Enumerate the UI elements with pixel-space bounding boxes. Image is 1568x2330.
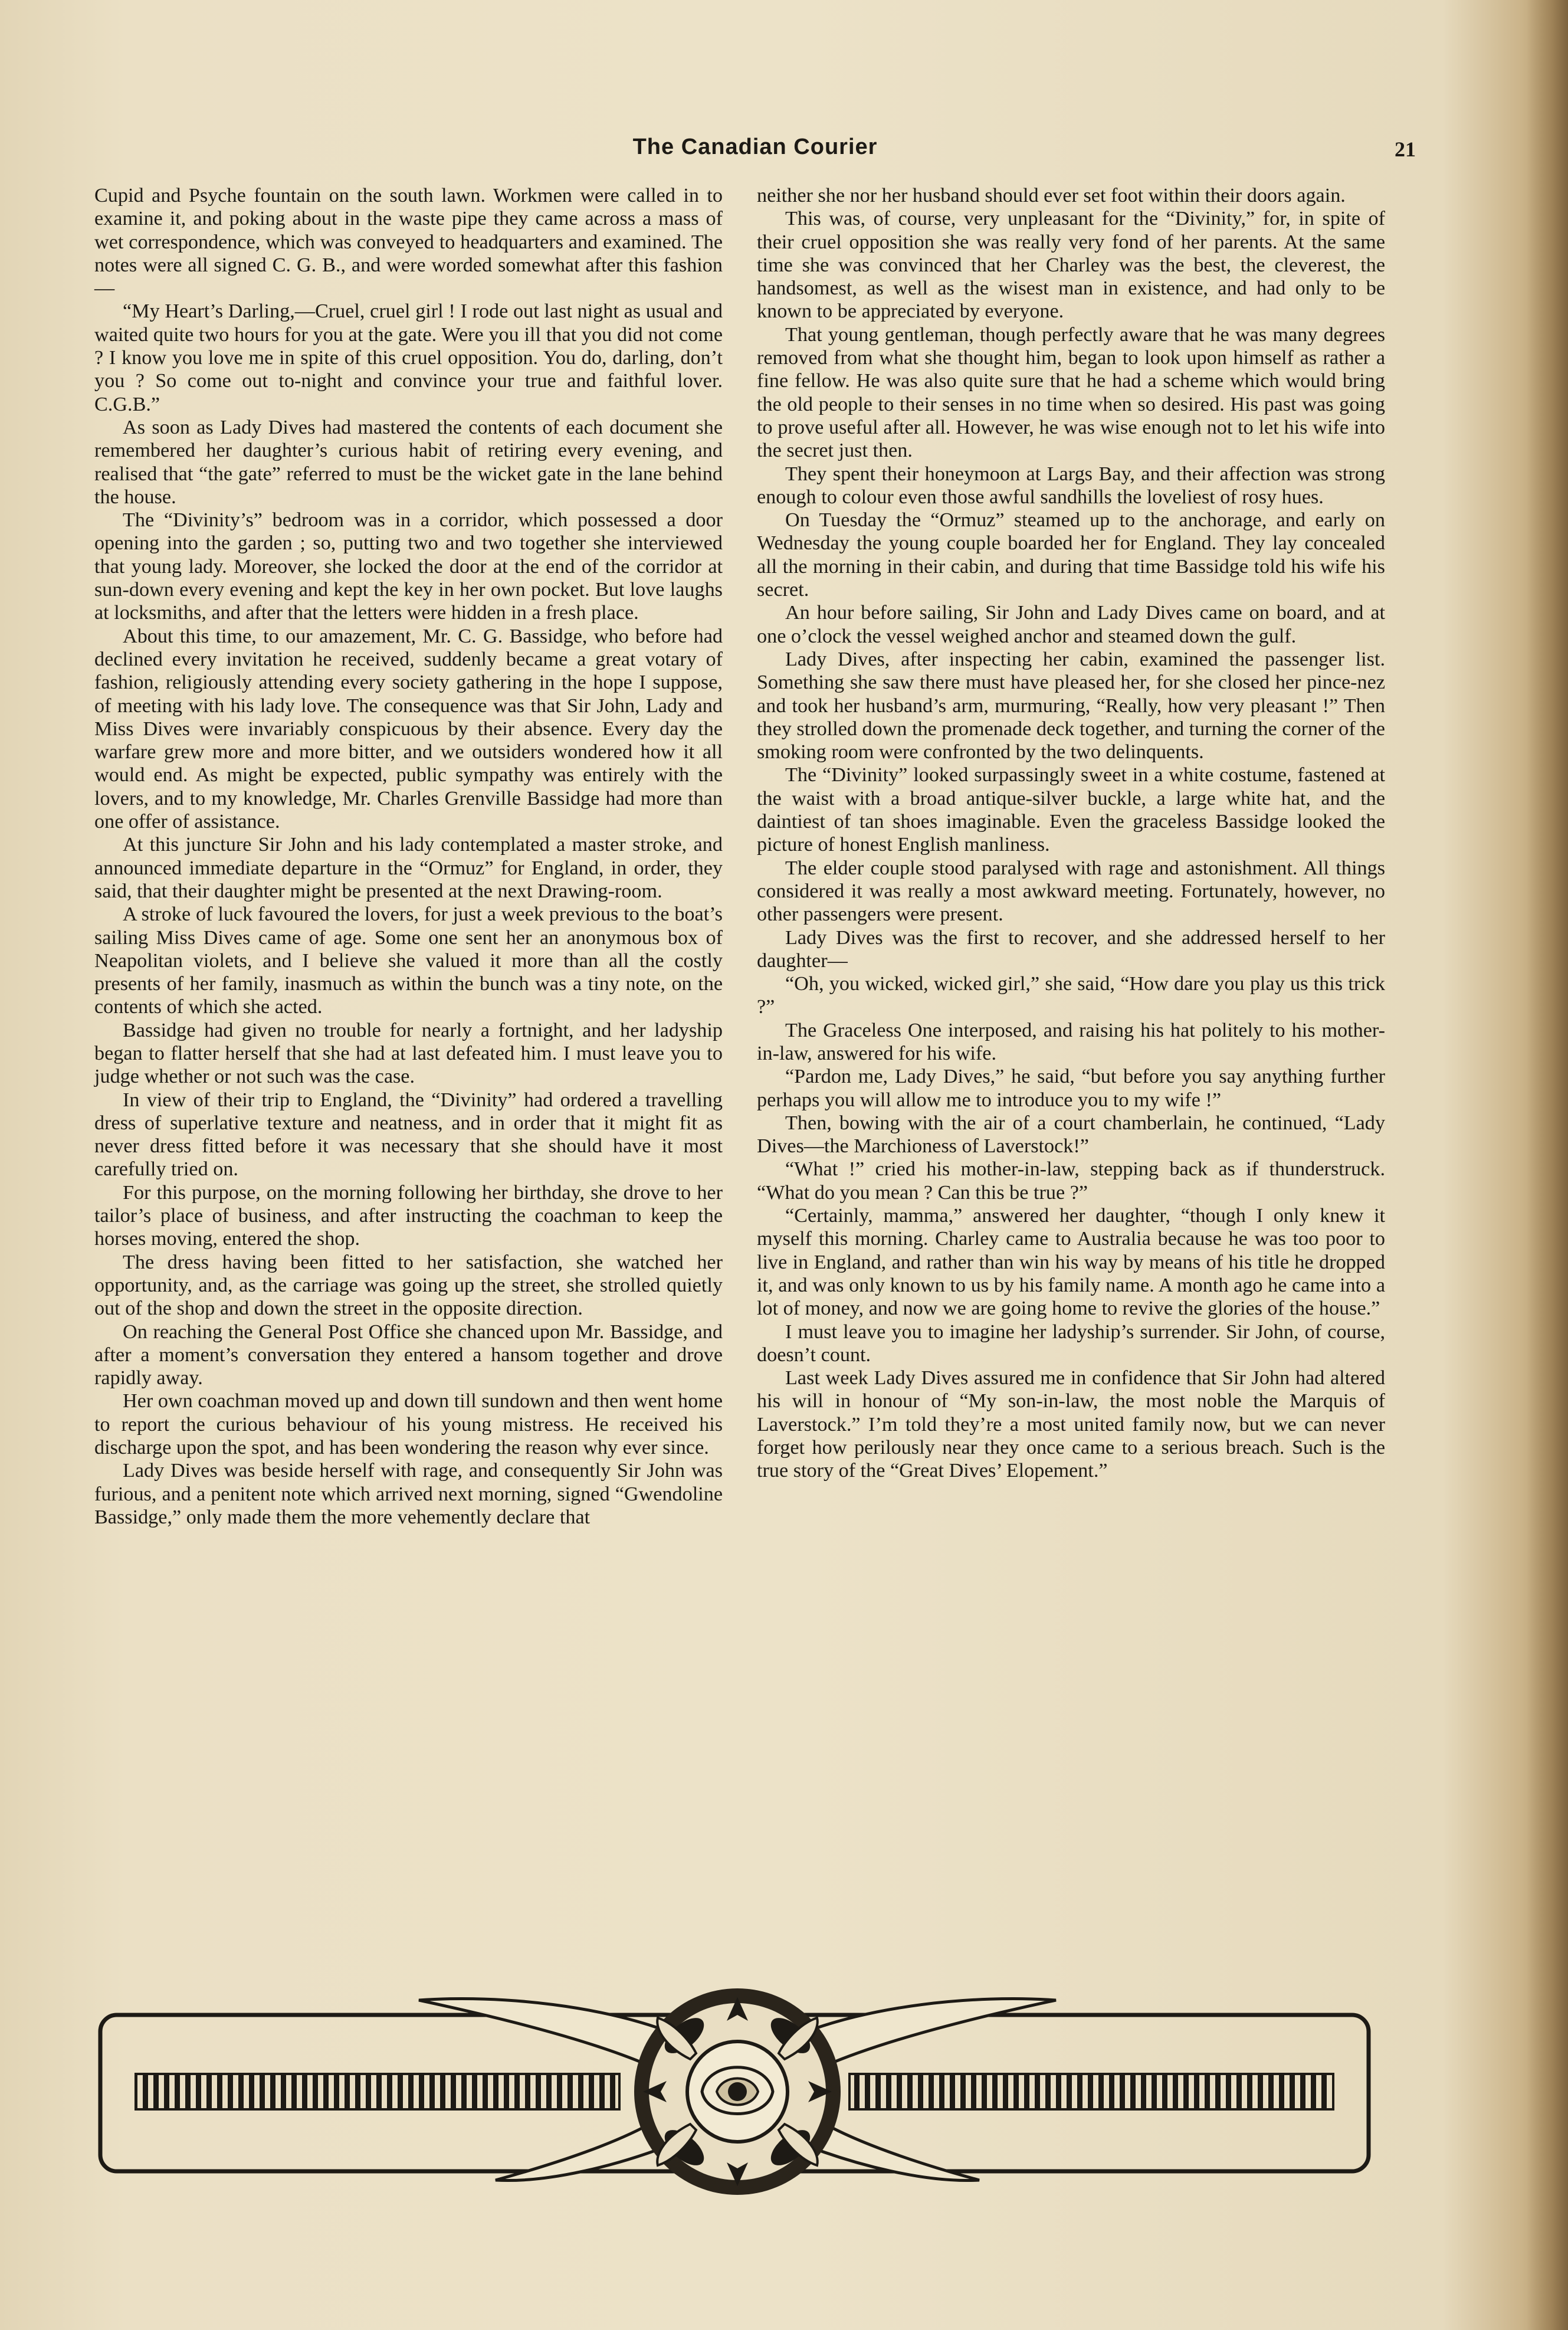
- paragraph: They spent their honeymoon at Largs Bay, and their affection was strong enough to colour even those awful sandhills the loveliest of rosy hues.: [757, 463, 1385, 508]
- paragraph: neither she nor her husband should ever set foot within their doors again.: [757, 185, 1346, 207]
- paragraph: The “Divinity’s” bedroom was in a corridor, which possessed a door opening into the garden ; so, putting two and two together she interviewed that young lady. Moreover, she locked the door at the end of the corridor at sun-down every evening and kept the key in her own pocket. But love laughs at locksmiths, and after that the letters were hidden in a fresh place.: [94, 509, 723, 624]
- paragraph: Then, bowing with the air of a court chamberlain, he continued, “Lady Dives—the Marchioness of Laverstock!”: [757, 1112, 1385, 1158]
- floral-tailpiece-ornament-icon: [88, 1965, 1386, 2213]
- paragraph: “Pardon me, Lady Dives,” he said, “but before you say anything further perhaps you will allow me to introduce you to my wife !”: [757, 1066, 1385, 1111]
- paragraph: Bassidge had given no trouble for nearly a fortnight, and her ladyship began to flatter herself that she had at last defeated him. I must leave you to judge whether or not such was the case.: [94, 1019, 723, 1088]
- paragraph: In view of their trip to England, the “Divinity” had ordered a travelling dress of superlative texture and neatness, and in order that it might fit as never dress fitted before it was necessary that she should have it most carefully tried on.: [94, 1089, 723, 1181]
- paragraph: The dress having been fitted to her satisfaction, she watched her opportunity, and, as the carriage was going up the street, she strolled quietly out of the shop and down the street in the opposite direction.: [94, 1251, 723, 1320]
- paragraph: Her own coachman moved up and down till sundown and then went home to report the curious behaviour of his young mistress. He received his discharge upon the spot, and has been wondering the reason why ever since.: [94, 1390, 723, 1459]
- paragraph: I must leave you to imagine her ladyship’s surrender. Sir John, of course, doesn’t count.: [757, 1320, 1385, 1366]
- left-column: [94, 184, 723, 1529]
- paragraph: This was, of course, very unpleasant for the “Divinity,” for, in spite of their cruel opposition she was really very fond of her parents. At the same time she was convinced that her Charley was the best, the cleverest, the handsomest, as well as the wisest man in existence, and had only to be known to be appreciated by everyone.: [757, 208, 1385, 323]
- paragraph: The “Divinity” looked surpassingly sweet in a white costume, fastened at the waist with a broad antique-silver buckle, a large white hat, and the daintiest of tan shoes imaginable. Even the graceless Bassidge looked the picture of honest English manliness.: [757, 764, 1385, 856]
- page-number: 21: [1395, 137, 1416, 161]
- paragraph: As soon as Lady Dives had mastered the contents of each document she remembered her daughter’s curious habit of retiring every evening, and realised that “the gate” referred to must be the wicket gate in the lane behind the house.: [94, 416, 723, 508]
- paragraph: “Certainly, mamma,” answered her daughter, “though I only knew it myself this morning. Charley came to Australia because he was too poor to live in England, and rather than win his way by means of his title he dropped it, and was only known to us by his family name. A month ago he came into a lot of money, and now we are going home to revive the glories of the house.”: [757, 1205, 1385, 1320]
- paragraph: “What !” cried his mother-in-law, stepping back as if thunderstruck. “What do you mean ? Can this be true ?”: [757, 1158, 1385, 1204]
- paragraph: Lady Dives was beside herself with rage, and consequently Sir John was furious, and a penitent note which arrived next morning, signed “Gwendoline Bassidge,” only made them the more vehemently declare that: [94, 1460, 723, 1528]
- paragraph: For this purpose, on the morning following her birthday, she drove to her tailor’s place of business, and after instructing the coachman to keep the horses moving, entered the shop.: [94, 1181, 723, 1250]
- paragraph: The elder couple stood paralysed with rage and astonishment. All things considered it was really a most awkward meeting. Fortunately, however, no other passengers were present.: [757, 857, 1385, 926]
- paragraph: About this time, to our amazement, Mr. C. G. Bassidge, who before had declined every invitation he received, suddenly became a great votary of fashion, religiously attending every society gathering in the hope I suppose, of meeting with his lady love. The consequence was that Sir John, Lady and Miss Dives were invariably conspicuous by their absence. Every day the warfare grew more and more bitter, and we outsiders wondered how it all would end. As might be expected, public sympathy was entirely with the lovers, and to my knowledge, Mr. Charles Grenville Bassidge had more than one offer of assistance.: [94, 625, 723, 833]
- paragraph: “My Heart’s Darling,—Cruel, cruel girl ! I rode out last night as usual and waited quite two hours for you at the gate. Were you ill that you did not come ? I know you love me in spite of this cruel opposition. You do, darling, don’t you ? So come out to-night and convince your true and faithful lover. C.G.B.”: [94, 300, 723, 415]
- paragraph: Cupid and Psyche fountain on the south lawn. Workmen were called in to examine it, and poking about in the waste pipe they came across a mass of wet correspondence, which was conveyed to headquarters and examined. The notes were all signed C. G. B., and were worded somewhat after this fashion—: [94, 185, 723, 300]
- right-column: [757, 184, 1385, 1483]
- paragraph: The Graceless One interposed, and raising his hat politely to his mother-in-law, answered for his wife.: [757, 1019, 1385, 1064]
- publication-title: The Canadian Courier: [632, 135, 878, 159]
- paragraph: An hour before sailing, Sir John and Lady Dives came on board, and at one o’clock the vessel weighed anchor and steamed down the gulf.: [757, 602, 1385, 647]
- paragraph: That young gentleman, though perfectly aware that he was many degrees removed from what she thought him, began to look upon himself as rather a fine fellow. He was also quite sure that he had a scheme which would bring the old people to their senses in no time when so desired. His past was going to prove useful after all. However, he was wise enough not to let his wife into the secret just then.: [757, 323, 1385, 462]
- paragraph: At this juncture Sir John and his lady contemplated a master stroke, and announced immediate departure in the “Ormuz” for England, in order, they said, that their daughter might be presented at the next Drawing-room.: [94, 834, 723, 902]
- paragraph: On Tuesday the “Ormuz” steamed up to the anchorage, and early on Wednesday the young couple boarded her for England. They lay concealed all the morning in their cabin, and during that time Bassidge told his wife his secret.: [757, 509, 1385, 601]
- paragraph: Last week Lady Dives assured me in confidence that Sir John had altered his will in honour of “My son-in-law, the most noble the Marquis of Laverstock.” I’m told they’re a most united family now, but we can never forget how perilously near they once came to a serious breach. Such is the true story of the “Great Dives’ Elopement.”: [757, 1367, 1385, 1482]
- paragraph: Lady Dives was the first to recover, and she addressed herself to her daughter—: [757, 926, 1385, 972]
- paragraph: A stroke of luck favoured the lovers, for just a week previous to the boat’s sailing Miss Dives came of age. Some one sent her an anonymous box of Neapolitan violets, and I believe she valued it more than all the costly presents of her family, inasmuch as within the bunch was a tiny note, on the contents of which she acted.: [94, 903, 723, 1018]
- paragraph: “Oh, you wicked, wicked girl,” she said, “How dare you play us this trick ?”: [757, 973, 1385, 1018]
- paragraph: On reaching the General Post Office she chanced upon Mr. Bassidge, and after a moment’s conversation they entered a hansom together and drove rapidly away.: [94, 1320, 723, 1390]
- paragraph: Lady Dives, after inspecting her cabin, examined the passenger list. Something she saw there must have pleased her, for she closed her pince-nez and took her husband’s arm, murmuring, “Really, how very pleasant !” Then they strolled down the promenade deck together, and turning the corner of the smoking room were confronted by the two delinquents.: [757, 648, 1385, 763]
- running-header: [94, 135, 1416, 170]
- page-gutter-shadow: [1527, 0, 1568, 2330]
